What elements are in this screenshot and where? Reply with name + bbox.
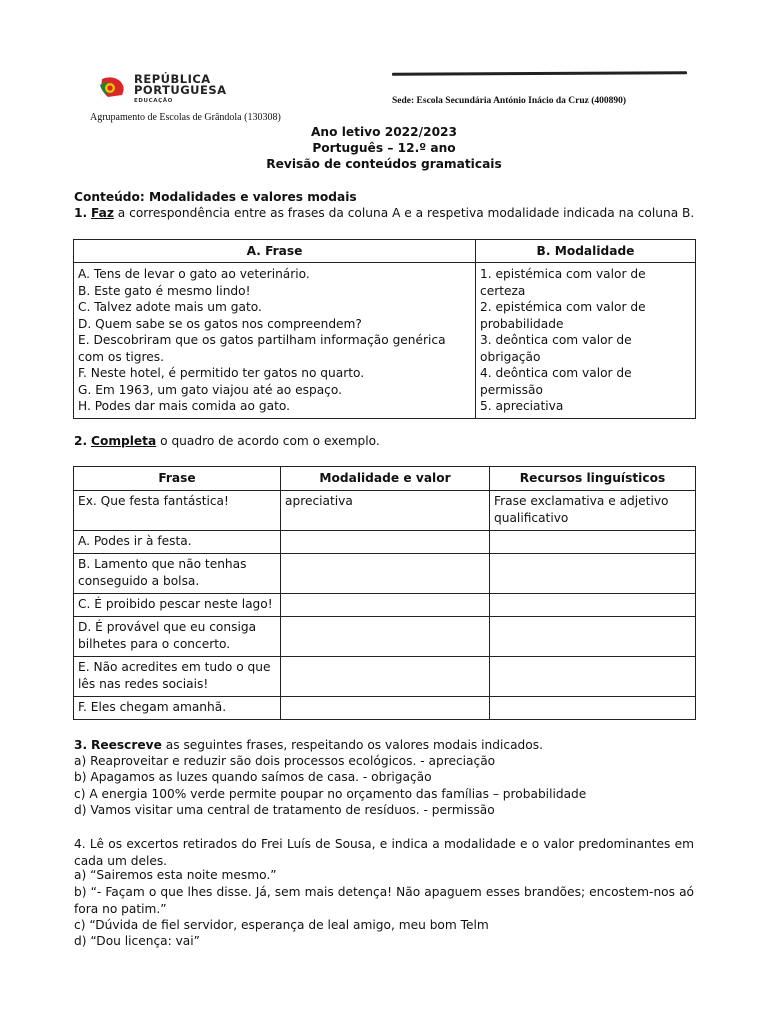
answer-cell[interactable] xyxy=(281,697,490,720)
logo-line-2: PORTUGUESA xyxy=(134,83,227,97)
table-cell: Frase exclamativa e adjetivo qualificativo xyxy=(490,491,696,531)
answer-cell[interactable] xyxy=(490,594,696,617)
list-item: 3. deôntica com valor de obrigação xyxy=(480,333,632,364)
logo-subtitle: EDUCAÇÃO xyxy=(134,98,173,104)
header-rule xyxy=(392,71,687,76)
school-seat: Sede: Escola Secundária António Inácio da Cruz (400890) xyxy=(392,96,627,106)
flag-emblem-icon xyxy=(98,75,128,101)
answer-cell[interactable] xyxy=(490,657,696,697)
q3-number: 3. xyxy=(74,738,88,752)
school-group: Agrupamento de Escolas de Grândola (130308) xyxy=(90,112,281,123)
q3-verb: Reescreve xyxy=(91,738,162,752)
q1-instruction xyxy=(74,206,694,220)
list-item: b) “- Façam o que lhes disse. Já, sem mais detença! Não apaguem esses brandões; encostem-nos aó fora no patim.” xyxy=(74,885,694,916)
q2-header-recursos: Recursos linguísticos xyxy=(490,467,696,491)
q3-text: as seguintes frases, respeitando os valores modais indicados. xyxy=(161,738,543,752)
q1-table xyxy=(73,239,696,419)
answer-cell[interactable] xyxy=(281,617,490,657)
table-cell: C. É proibido pescar neste lago! xyxy=(74,594,281,617)
col-a-cell xyxy=(74,263,476,419)
answer-cell[interactable] xyxy=(490,554,696,594)
q2-instruction xyxy=(74,434,380,448)
answer-cell[interactable] xyxy=(490,617,696,657)
list-item: d) “Dou licença: vai” xyxy=(74,934,200,948)
table-row xyxy=(74,491,696,531)
list-item: H. Podes dar mais comida ao gato. xyxy=(78,399,290,413)
q2-table xyxy=(73,466,696,720)
topic-title: Revisão de conteúdos gramaticais xyxy=(266,157,502,171)
table-cell: B. Lamento que não tenhas conseguido a bolsa. xyxy=(74,554,281,594)
list-item: c) A energia 100% verde permite poupar no orçamento das famílias – probabilidade xyxy=(74,787,587,801)
answer-cell[interactable] xyxy=(490,697,696,720)
republica-portuguesa-logo xyxy=(98,72,238,110)
table-cell: D. É provável que eu consiga bilhetes para o concerto. xyxy=(74,617,281,657)
list-item: c) “Dúvida de fiel servidor, esperança de leal amigo, meu bom Telm xyxy=(74,918,489,932)
content-heading: Conteúdo: Modalidades e valores modais xyxy=(74,190,357,204)
q2-text: o quadro de acordo com o exemplo. xyxy=(156,434,380,448)
logo-line-1: REPÚBLICA xyxy=(134,72,211,86)
list-item: D. Quem sabe se os gatos nos compreendem? xyxy=(78,316,362,331)
q2-header-frase: Frase xyxy=(74,467,281,491)
table-row xyxy=(74,657,696,697)
q1-number: 1. xyxy=(74,206,88,220)
q1-text: a correspondência entre as frases da coluna A e a respetiva modalidade indicada na coluna B. xyxy=(113,206,695,220)
list-item: 2. epistémica com valor de probabilidade xyxy=(480,300,646,331)
list-item: C. Talvez adote mais um gato. xyxy=(78,300,262,314)
table-row xyxy=(74,594,696,617)
table-row xyxy=(74,697,696,720)
list-item: d) Vamos visitar uma central de tratamento de resíduos. - permissão xyxy=(74,803,495,817)
q2-number: 2. xyxy=(74,434,88,448)
table-cell: E. Não acredites em tudo o que lês nas redes sociais! xyxy=(74,657,281,697)
list-item: a) Reaproveitar e reduzir são dois processos ecológicos. - apreciação xyxy=(74,754,496,768)
list-item: G. Em 1963, um gato viajou até ao espaço. xyxy=(78,382,342,397)
list-item: F. Neste hotel, é permitido ter gatos no quarto. xyxy=(78,366,365,380)
table-cell: apreciativa xyxy=(281,491,490,531)
list-item: B. Este gato é mesmo lindo! xyxy=(78,283,251,298)
subject-title: Português – 12.º ano xyxy=(312,141,456,155)
list-item: b) Apagamos as luzes quando saímos de casa. - obrigação xyxy=(74,770,432,784)
col-a-header: A. Frase xyxy=(74,240,476,263)
list-item: A. Tens de levar o gato ao veterinário. xyxy=(78,267,310,281)
col-b-cell xyxy=(476,263,696,419)
answer-cell[interactable] xyxy=(281,594,490,617)
answer-cell[interactable] xyxy=(281,657,490,697)
q4-instruction: 4. Lê os excertos retirados do Frei Luís de Sousa, e indica a modalidade e o valor predominantes em cada um deles. xyxy=(74,837,694,868)
col-b-header: B. Modalidade xyxy=(476,240,696,263)
list-item: 5. apreciativa xyxy=(480,399,564,413)
table-cell: F. Eles chegam amanhã. xyxy=(74,697,281,720)
school-year: Ano letivo 2022/2023 xyxy=(310,125,458,139)
table-cell: A. Podes ir à festa. xyxy=(74,531,281,554)
table-row xyxy=(74,554,696,594)
list-item: 1. epistémica com valor de certeza xyxy=(480,267,646,298)
q1-verb: Faz xyxy=(91,206,114,220)
answer-cell[interactable] xyxy=(281,554,490,594)
list-item: a) “Sairemos esta noite mesmo.” xyxy=(74,868,277,882)
answer-cell[interactable] xyxy=(490,531,696,554)
q3-instruction xyxy=(74,738,543,752)
table-row xyxy=(74,617,696,657)
table-cell: Ex. Que festa fantástica! xyxy=(74,491,281,531)
q2-verb: Completa xyxy=(91,434,157,448)
answer-cell[interactable] xyxy=(281,531,490,554)
table-row xyxy=(74,531,696,554)
list-item: 4. deôntica com valor de permissão xyxy=(480,366,632,397)
q2-header-modalidade: Modalidade e valor xyxy=(281,467,490,491)
list-item: E. Descobriram que os gatos partilham informação genérica com os tigres. xyxy=(78,333,446,364)
